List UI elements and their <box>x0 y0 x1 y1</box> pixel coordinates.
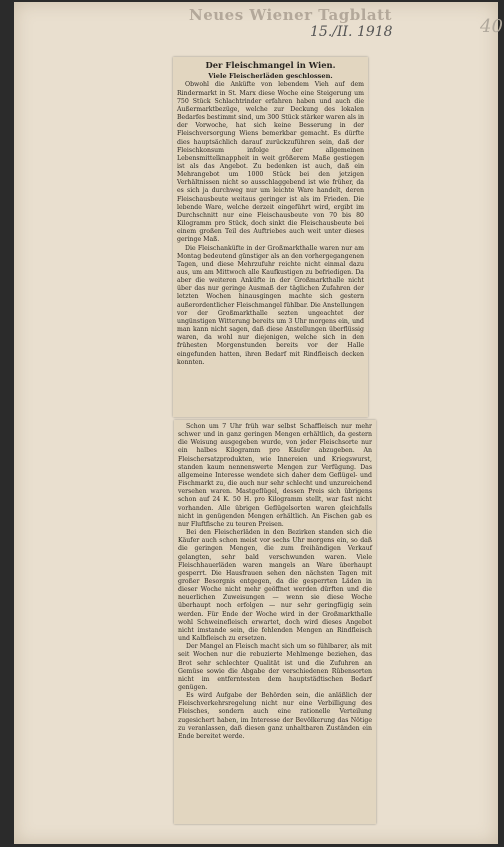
page-number: 40 <box>480 16 503 37</box>
article-paragraph: Der Mangel an Fleisch macht sich um so fühlbarer, als mit seit Wochen nur die rebuzierte Mehlmenge beziehen, das Brot sehr schlechter Qualität ist und die Zufuhren an Gemüse sowie die Abgabe der verschiedenen Rübensorten nicht im entferntesten dem hauptstädtischen Bedarf genügen. <box>178 643 372 691</box>
article-paragraph: Die Fleischanküfte in der Großmarkthalle waren nur am Montag bedeutend günstiger als an den vorhergegangenen Tagen, und diese Mehrzufuhr reichte nicht einmal dazu aus, um am Mittwoch alle Kaufkustigen zu befriedigen. Da aber die weiteren Anküfte in der Großmarkthalle nicht über das nur geringe Ausmaß der täglichen Zufahren der letzten Wochen hinausgingen machte sich gestern außerordentlicher Fleischmangel fühlbar. Die Anstellungen vor der Großmarkthalle sezten ungeachtet der ungünstigen Witterung bereits um 3 Uhr morgens ein, und man kann nicht sagen, daß diese Anstellungen überflüssig waren, da wohl nur diejenigen, welche sich in den frühesten Morgenstunden bereits vor der Halle eingefunden hatten, ihren Bedarf mit Rindfleisch decken konnten. <box>177 244 364 366</box>
clipping-part-1 <box>173 57 368 417</box>
article-headline: Der Fleischmangel in Wien. <box>205 60 336 70</box>
article-subhead: Viele Fleischerläden geschlossen. <box>208 72 333 80</box>
article-paragraph: Bei den Fleischerläden in den Bezirken standen sich die Käufer auch schon meist vor sechs Uhr morgens ein, so daß die geringen Mengen, die zum freihändigen Verkauf gelangten, sehr bald verschwunden waren. Viele Fleischhauerläden waren mangels an Ware überhaupt gesperrt. Die Hausfrauen sehen den nächsten Tagen mit großer Besorgnis entgegen, da die gesperrten Läden in dieser Woche nicht mehr geöffnet werden dürften und die neuerlichen Zuweisungen — wenn sie diese Woche überhaupt noch erfolgen — nur sehr geringfügig sein werden. Für Ende der Woche wird in der Großmarkthalle wohl Schweinefleisch erwartet, doch wird dieses Angebot nicht imstande sein, die fehlenden Mengen an Rindfleisch und Kalbfleisch zu ersetzen. <box>178 529 372 643</box>
article-paragraph: Obwohl die Anküfte von lebendem Vieh auf dem Rindermarkt in St. Marx diese Woche eine Steigerung um 750 Stück Schlachtrinder erfahren haben und auch die Außermarktbezüge, welche zur Deckung des lokalen Bedarfes bestimmt sind, um 300 Stück stärker waren als in der Vorwoche, hat sich keine Besserung in der Fleischversorgung Wiens bemerkbar gemacht. Es dürfte dies hauptsächlich darauf zurückzuführen sein, daß der Fleischkonsum infolge der allgemeinen Lebensmittelknappheit in weit größerem Maße gestiegen ist als das Angebot. Zu bedenken ist auch, daß ein Mehrangebot um 1000 Stück bei den jetzigen Verhältnissen nicht so ausschlaggebend ist wie früher, da es sich ja durchweg nur um leichte Ware handelt, deren Fleischausbeute weitaus geringer ist als im Frieden. Die lebende Ware, welche derzeit eingeführt wird, ergibt im Durchschnitt nur eine Fleischausbeute von 70 bis 80 Kilogramm pro Stück, doch sinkt die Fleischausbeute bei einem großen Teil des Auftriebes auch weit unter dieses geringe Maß. <box>177 81 364 244</box>
clipping-part-2 <box>174 420 376 824</box>
handwritten-date: 15./II. 1918 <box>310 24 393 40</box>
article-paragraph: Schon um 7 Uhr früh war selbst Schaffleisch nur mehr schwer und in ganz geringen Mengen erhältlich, da gestern die Weisung ausgegeben wurde, von jeder Fleischsorte nur ein halbes Kilogramm pro Käufer abzugeben. An Fleischersatzprodukten, wie Innereien und Kriegswurst, standen kaum nennenswerte Mengen zur Verfügung. Das allgemeine Interesse wendete sich daher dem Geflügel- und Fischmarkt zu, die auch nur sehr schlecht und unzureichend versehen waren. Mastgeflügel, dessen Preis sich übrigens schon auf 24 K. 50 H. pro Kilogramm stellt, war fast nicht vorhanden. Alle übrigen Geflügelsorten waren gleichfalls nicht in genügenden Mengen erhältlich. An Fischen gab es nur Fluftfische zu teuren Preisen. <box>178 423 372 528</box>
article-paragraph: Es wird Aufgabe der Behörden sein, die anläßlich der Fleischverkehrsregelung nicht nur eine Verbilligung des Fleisches, sondern auch eine rationelle Verteilung zugesichert haben, im Interesse der Bevölkerung das Nötige zu veranlassen, daß diesen ganz unhaltbaren Zuständen ein Ende bereitet werde. <box>178 692 372 740</box>
newspaper-masthead: Neues Wiener Tagblatt <box>189 6 392 24</box>
